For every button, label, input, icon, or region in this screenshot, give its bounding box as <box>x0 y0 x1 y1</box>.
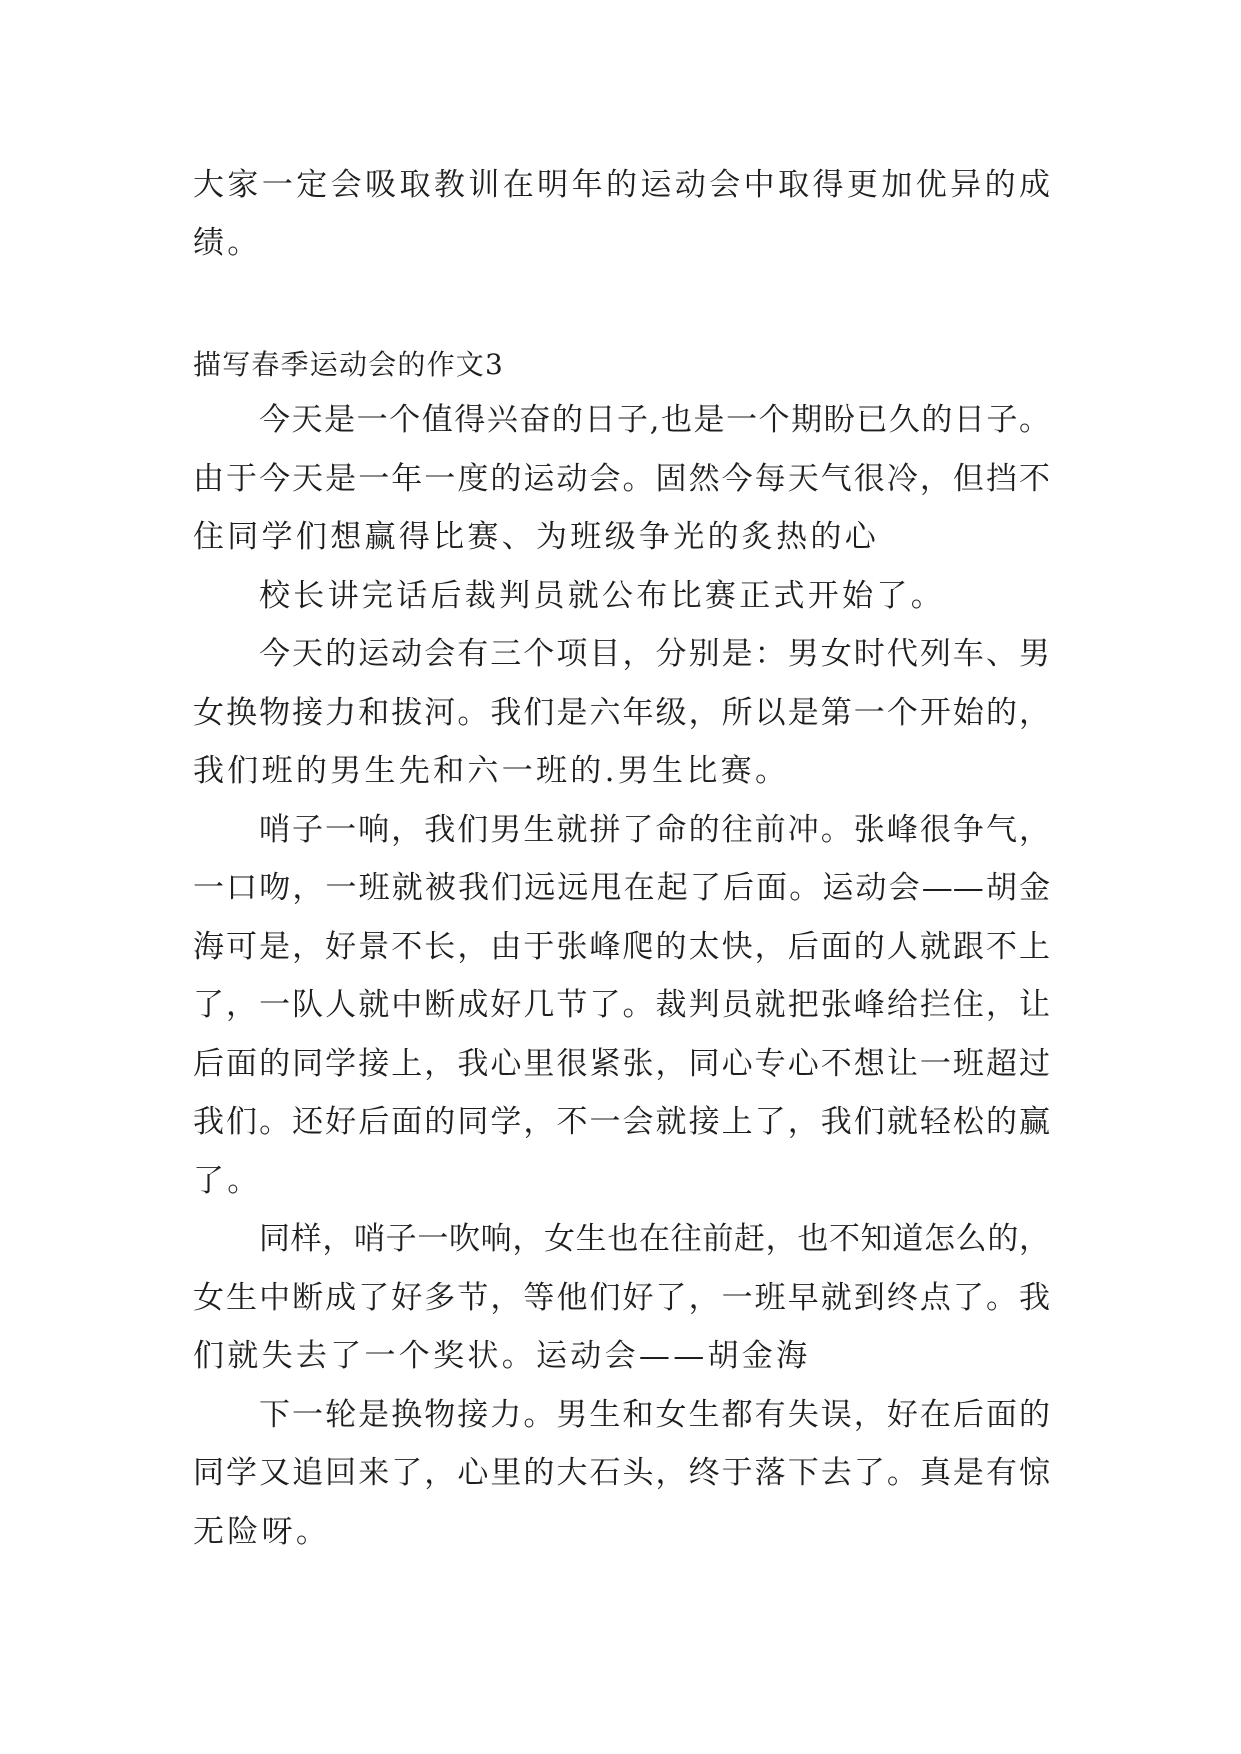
text-line: 无险呀。 <box>193 1513 331 1550</box>
text-line: 一口吻，一班就被我们远远甩在起了后面。运动会——胡金 <box>193 870 1050 906</box>
text-line: 住同学们想赢得比赛、为班级争光的炙热的心 <box>193 519 879 555</box>
text-line: 大家一定会吸取教训在明年的运动会中取得更加优异的成 <box>193 167 1050 203</box>
text-line: 绩。 <box>193 225 262 261</box>
text-line: 今天的运动会有三个项目，分别是：男女时代列车、男 <box>259 636 1050 672</box>
text-line: 我们。还好后面的同学，不一会就接上了，我们就轻松的赢 <box>193 1104 1050 1140</box>
text-line: 了。 <box>193 1162 262 1199</box>
text-line: 同样，哨子一吹响，女生也在往前赶，也不知道怎么的， <box>259 1221 1050 1257</box>
text-line: 我们班的男生先和六一班的.男生比赛。 <box>193 753 790 789</box>
text-line: 由于今天是一年一度的运动会。固然今每天气很冷，但挡不 <box>193 460 1050 497</box>
text-line: 们就失去了一个奖状。运动会——胡金海 <box>193 1338 811 1374</box>
text-line: 下一轮是换物接力。男生和女生都有失误，好在后面的 <box>259 1396 1050 1433</box>
text-line: 同学又追回来了，心里的大石头，终于落下去了。真是有惊 <box>193 1455 1050 1491</box>
text-line: 今天是一个值得兴奋的日子,也是一个期盼已久的日子。 <box>259 402 1050 438</box>
text-line: 后面的同学接上，我心里很紧张，同心专心不想让一班超过 <box>193 1045 1050 1082</box>
text-line: 海可是，好景不长，由于张峰爬的太快，后面的人就跟不上 <box>193 928 1050 965</box>
text-line: 女换物接力和拔河。我们是六年级，所以是第一个开始的， <box>193 694 1050 731</box>
essay-heading: 描写春季运动会的作文3 <box>193 348 505 381</box>
text-line: 校长讲完话后裁判员就公布比赛正式开始了。 <box>259 577 945 614</box>
text-line: 了，一队人就中断成好几节了。裁判员就把张峰给拦住，让 <box>193 987 1050 1023</box>
text-line: 哨子一响，我们男生就拼了命的往前冲。张峰很争气， <box>259 811 1050 848</box>
text-line: 女生中断成了好多节，等他们好了，一班早就到终点了。我 <box>193 1279 1050 1316</box>
